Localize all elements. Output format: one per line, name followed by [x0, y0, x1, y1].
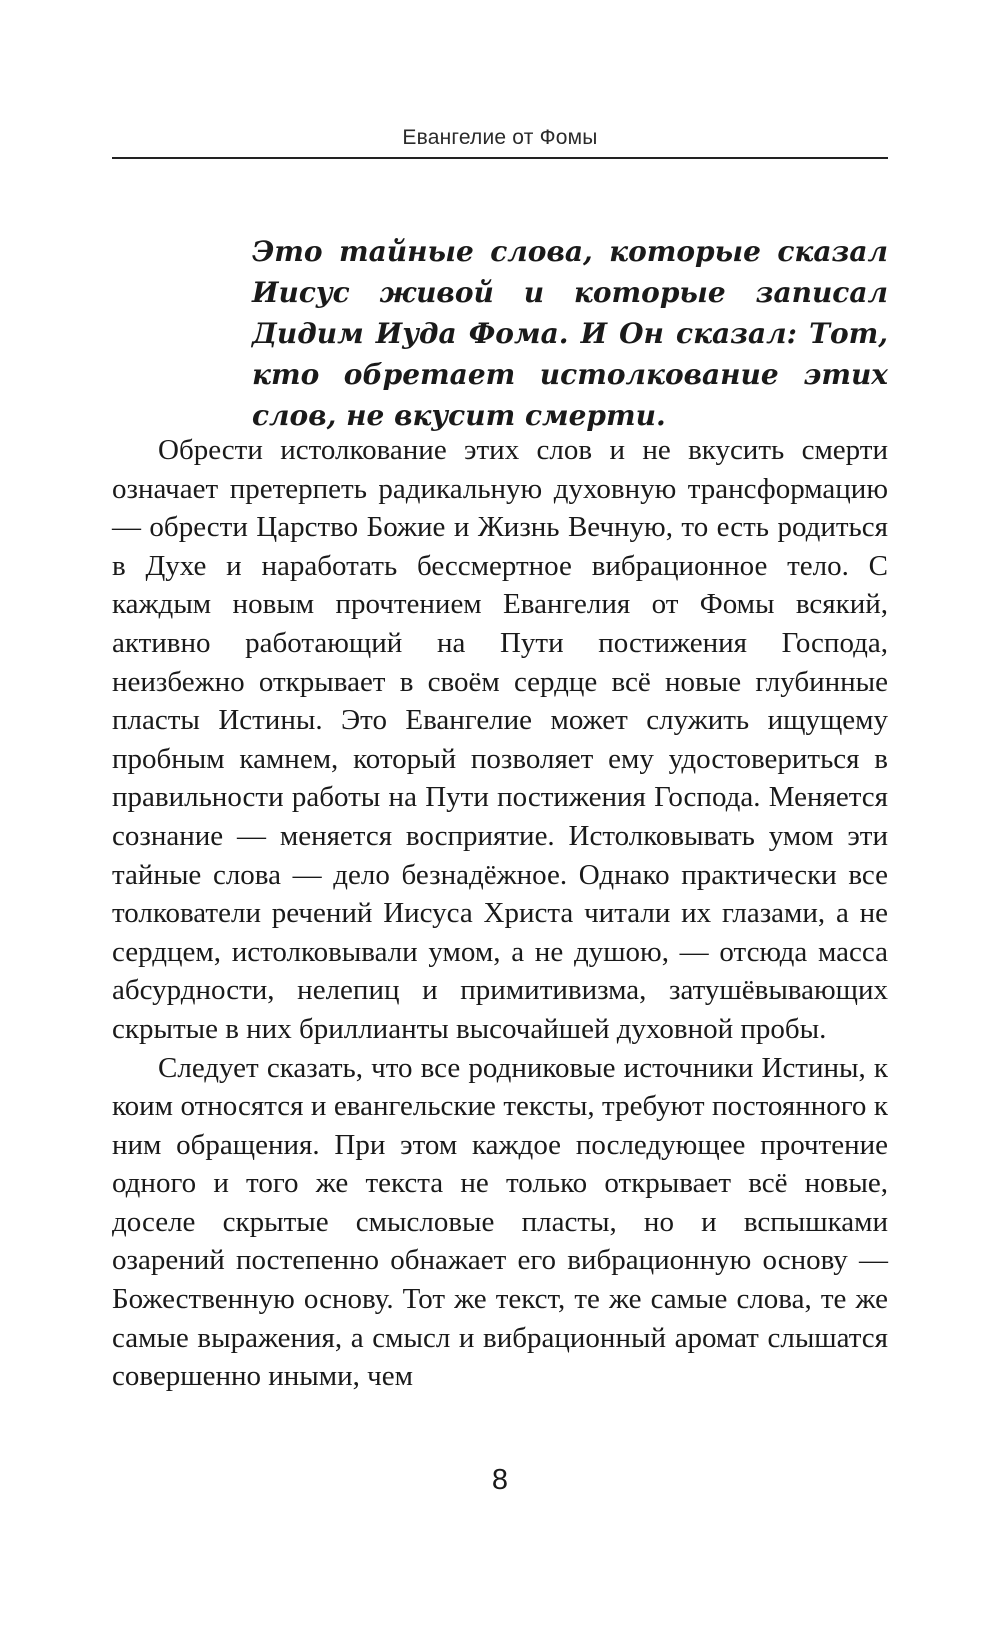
- header-rule: [112, 157, 888, 159]
- running-header: Евангелие от Фомы: [402, 126, 598, 149]
- page-number: 8: [491, 1464, 509, 1496]
- paragraph: Следует сказать, что все родниковые источники Истины, к коим относятся и евангельские тексты, требуют постоянного к ним обращения. При этом каждое последующее прочтение одного и того же текста не только открывает всё новые, доселе скрытые смысловые пласты, но и вспышками озарений постепенно обнажает его вибрационную основу — Божественную основу. Тот же текст, те же самые слова, те же самые выражения, а смысл и вибрационный аромат слышатся совершенно иными, чем: [112, 1051, 888, 1393]
- body-text: [112, 431, 888, 1396]
- paragraph: Обрести истолкование этих слов и не вкусить смерти означает претерпеть радикальную духовную трансформацию — обрести Царство Божие и Жизнь Вечную, то есть родиться в Духе и наработать бессмертное вибрационное тело. С каждым новым прочтением Евангелия от Фомы всякий, активно работающий на Пути постижения Господа, неизбежно открывает в своём сердце всё новые глубинные пласты Истины. Это Евангелие может служить ищущему пробным камнем, который позволяет ему удостовериться в правильности работы на Пути постижения Господа. Меняется сознание — меняется восприятие. Истолковывать умом эти тайные слова — дело безнадёжное. Однако практически все толкователи речений Иисуса Христа читали их глазами, а не сердцем, истолковывали умом, а не душою, — отсюда масса абсурдности, нелепиц и примитивизма, затушёвывающих скрытые в них бриллианты высочайшей духовной пробы.: [112, 434, 888, 1045]
- epigraph: Это тайные слова, которые сказал Иисус живой и которые записал Дидим Иуда Фома. И Он сказал: Тот, кто обретает истолкование этих слов, не вкусит смерти.: [252, 235, 888, 432]
